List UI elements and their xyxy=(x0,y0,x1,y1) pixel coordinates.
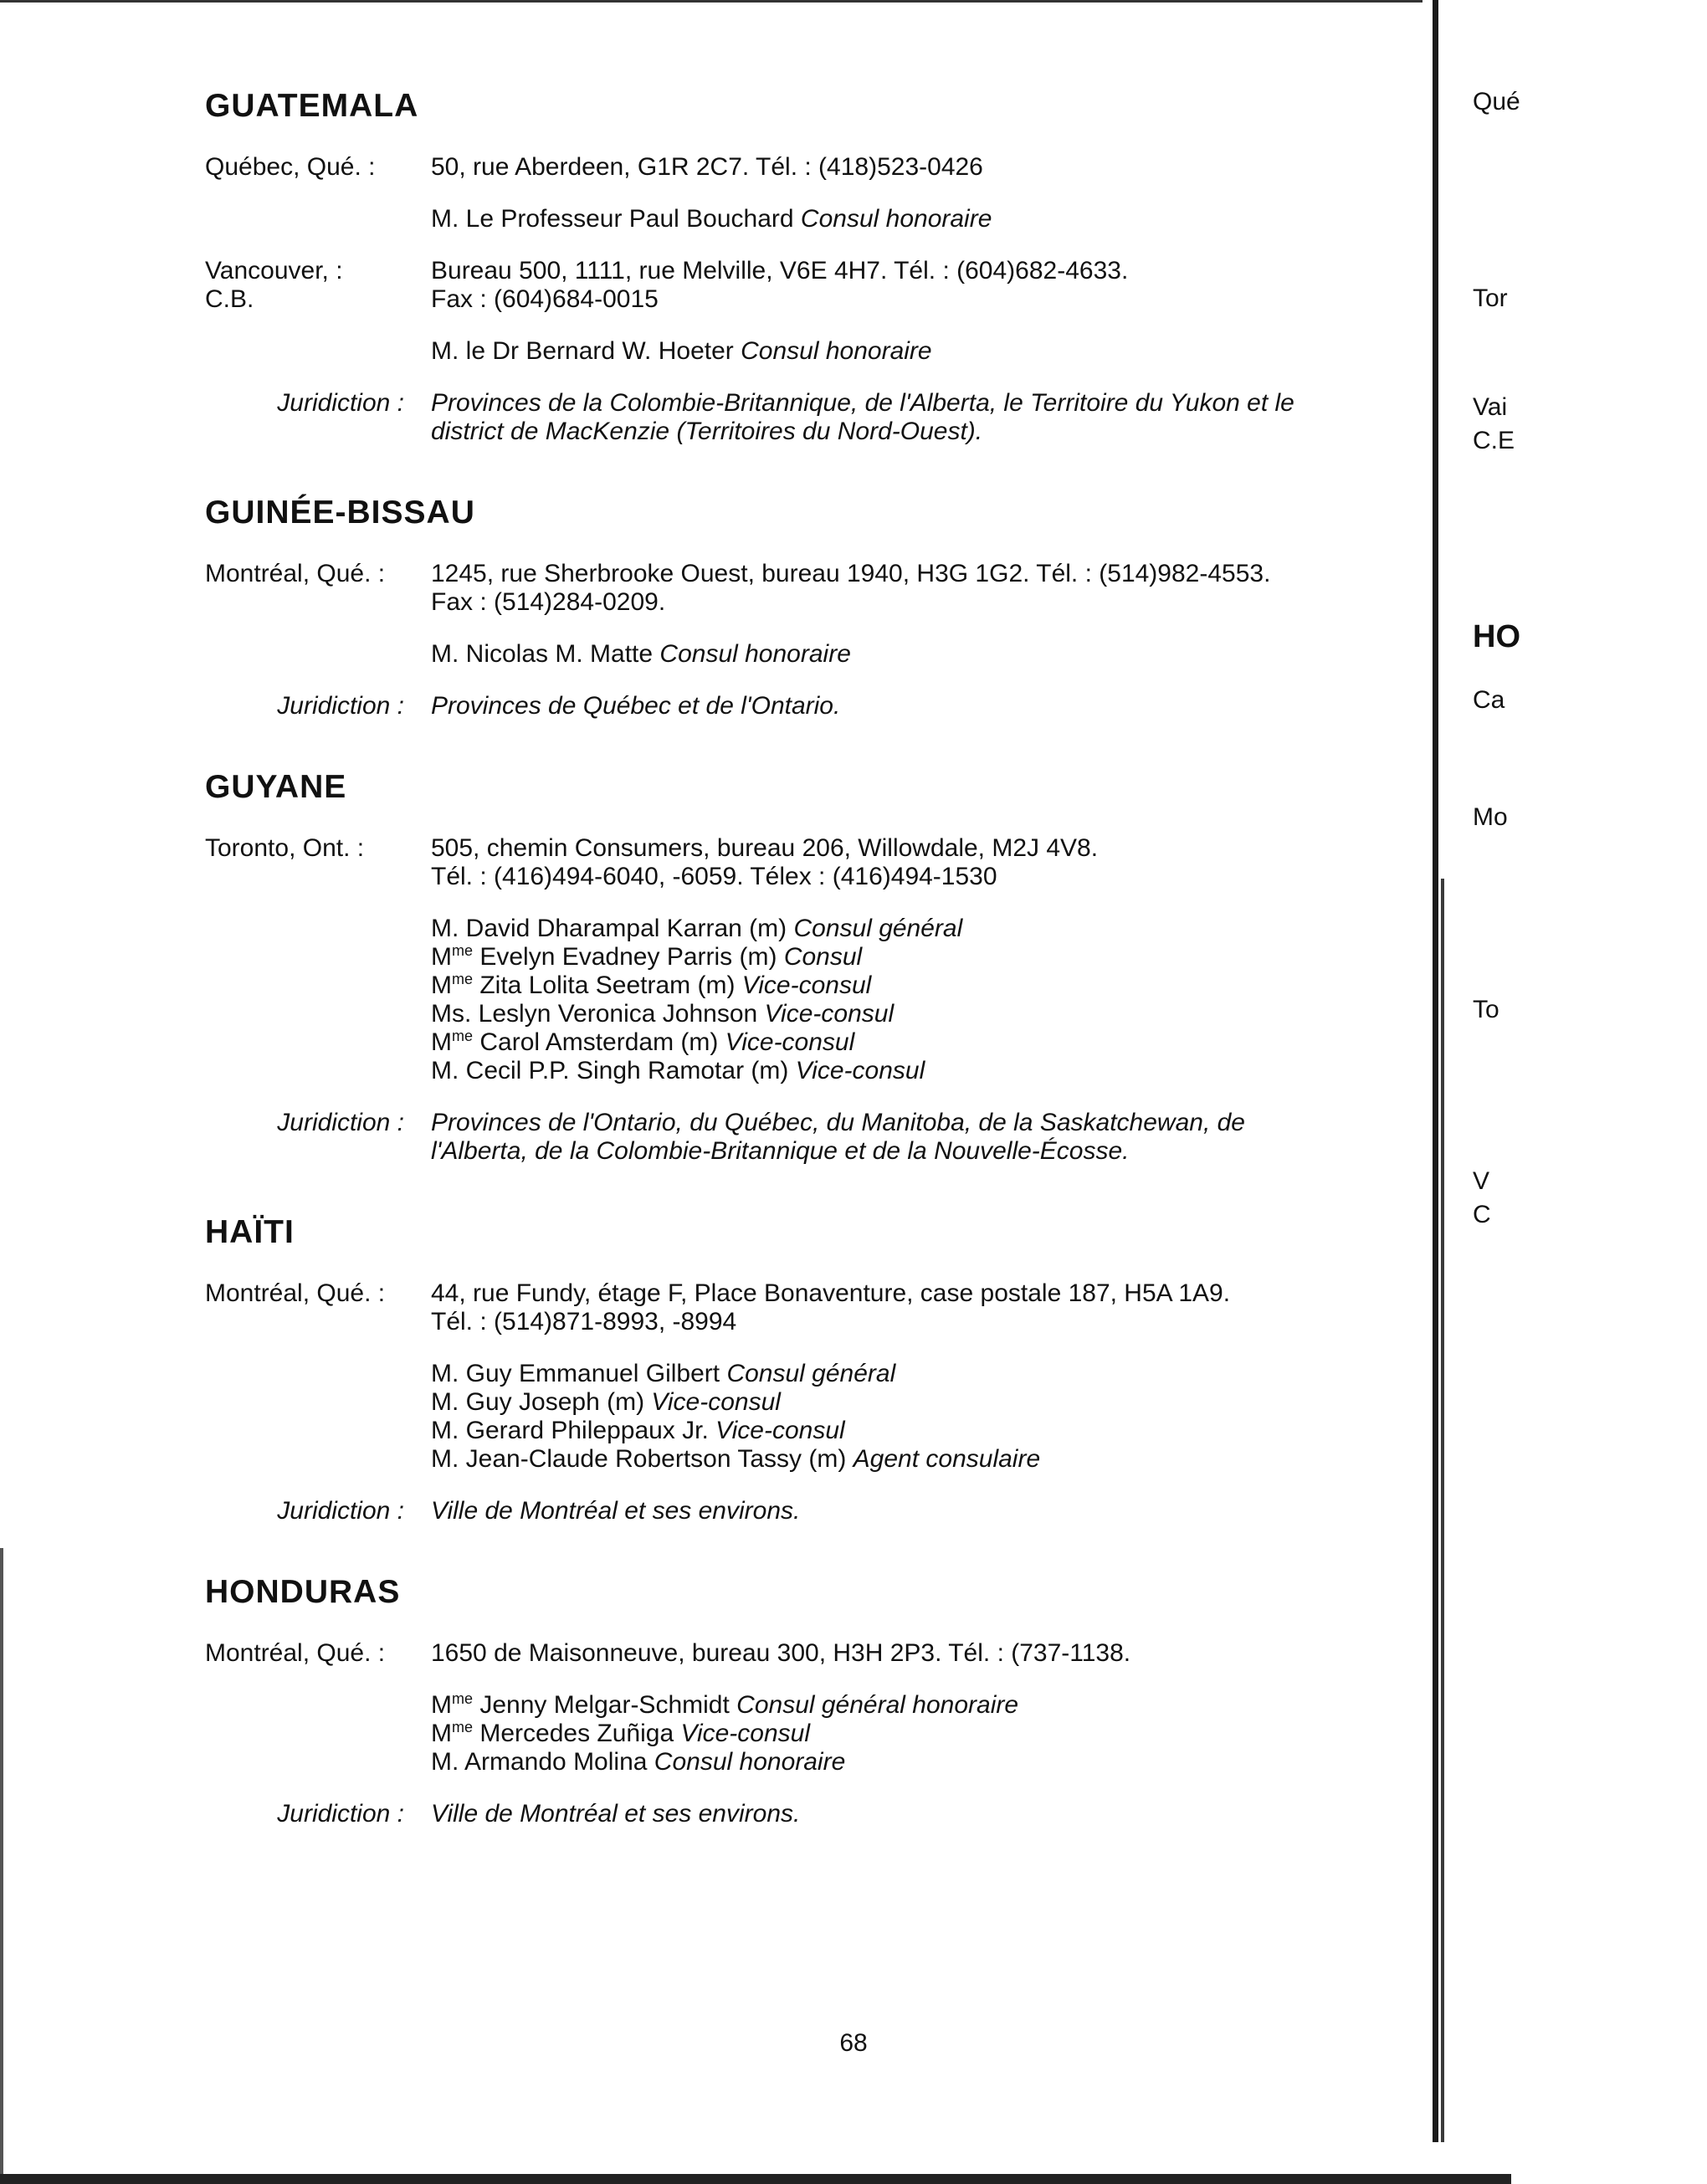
jurisdiction-row xyxy=(205,389,1427,446)
city-label xyxy=(205,205,431,233)
official-title: Consul honoraire xyxy=(659,640,851,668)
address-line: 1245, rue Sherbrooke Ouest, bureau 1940, H3G 1G2. Tél. : (514)982-4553. xyxy=(431,560,1271,587)
official-title: Consul général xyxy=(793,915,963,942)
jurisdiction-row xyxy=(205,1800,1427,1828)
jurisdiction-line: Provinces de l'Ontario, du Québec, du Manitoba, de la Saskatchewan, de xyxy=(431,1109,1245,1136)
official-name: Ms. Leslyn Veronica Johnson xyxy=(431,1000,758,1028)
address-line: 44, rue Fundy, étage F, Place Bonaventure, case postale 187, H5A 1A9. xyxy=(431,1279,1231,1307)
official-name-rest: Zita Lolita Seetram (m) xyxy=(473,972,736,999)
page-number: 68 xyxy=(839,2029,868,2057)
address-row xyxy=(205,257,1427,314)
official-entry xyxy=(431,1445,1427,1474)
official-title: Vice-consul xyxy=(680,1720,811,1747)
directory-column xyxy=(205,88,1427,1877)
official-entry xyxy=(431,972,1427,1000)
jurisdiction-label: Juridiction : xyxy=(277,389,404,417)
official-name: M. Cecil P.P. Singh Ramotar (m) xyxy=(431,1057,789,1084)
jurisdiction-label: Juridiction : xyxy=(277,1497,404,1525)
facing-page-text: C xyxy=(1473,1201,1491,1228)
official-title: Consul honoraire xyxy=(741,337,932,365)
facing-page-text: To xyxy=(1473,996,1499,1023)
jurisdiction-label: Juridiction : xyxy=(277,692,404,720)
facing-page-text: Tor xyxy=(1473,285,1508,312)
official-name: M. David Dharampal Karran (m) xyxy=(431,915,787,942)
official-name: M. Guy Joseph (m) xyxy=(431,1388,645,1416)
country-heading: GUATEMALA xyxy=(205,88,419,124)
official-name: M. Le Professeur Paul Bouchard xyxy=(431,205,794,233)
address-line: Tél. : (514)871-8993, -8994 xyxy=(431,1308,737,1336)
official-entry xyxy=(431,1057,1427,1085)
consul-list xyxy=(205,1360,1427,1474)
city-label xyxy=(205,337,431,366)
jurisdiction-text xyxy=(431,1109,1427,1166)
official-entry xyxy=(431,1748,1427,1776)
city-label xyxy=(205,640,431,669)
address-line: 1650 de Maisonneuve, bureau 300, H3H 2P3. Tél. : (737-1138. xyxy=(431,1639,1131,1667)
city-label: Toronto, Ont. : xyxy=(205,834,365,862)
jurisdiction-line: Ville de Montréal et ses environs. xyxy=(431,1800,801,1828)
city-label: Montréal, Qué. : xyxy=(205,560,386,587)
address-row xyxy=(205,1639,1427,1668)
country-heading: HAÏTI xyxy=(205,1214,295,1250)
city-label: Montréal, Qué. : xyxy=(205,1279,386,1307)
address-row xyxy=(205,153,1427,182)
official-entry xyxy=(431,1691,1427,1720)
scan-bottom-edge xyxy=(0,2174,1511,2184)
address-row xyxy=(205,834,1427,891)
facing-page-text: Vai xyxy=(1473,393,1508,421)
jurisdiction-line: Ville de Montréal et ses environs. xyxy=(431,1497,801,1525)
facing-page-text: HO xyxy=(1473,619,1520,654)
consul-list xyxy=(205,337,1427,366)
country-section xyxy=(205,1574,1427,1828)
country-section xyxy=(205,769,1427,1166)
official-title: Consul xyxy=(783,943,863,971)
jurisdiction-row xyxy=(205,692,1427,720)
country-section xyxy=(205,88,1427,446)
page-binding-edge xyxy=(1433,0,1438,2142)
official-name: M xyxy=(431,972,452,999)
address-row xyxy=(205,1279,1427,1336)
officials xyxy=(431,1360,1427,1474)
official-entry xyxy=(431,1000,1427,1028)
jurisdiction-line: l'Alberta, de la Colombie-Britannique et de la Nouvelle-Écosse. xyxy=(431,1137,1130,1165)
consul-list xyxy=(205,1691,1427,1776)
official-entry xyxy=(431,1417,1427,1445)
jurisdiction-line: Provinces de Québec et de l'Ontario. xyxy=(431,692,841,720)
official-title: Vice-consul xyxy=(651,1388,781,1416)
facing-page-text: Mo xyxy=(1473,803,1508,831)
city-label: Montréal, Qué. : xyxy=(205,1639,386,1667)
official-name: M xyxy=(431,943,452,971)
city-label xyxy=(205,915,431,1085)
officials xyxy=(431,205,1427,233)
officials xyxy=(431,640,1427,669)
address xyxy=(431,1639,1427,1668)
official-entry xyxy=(431,1360,1427,1388)
page-binding-edge-inner xyxy=(1441,879,1444,2142)
official-title: Vice-consul xyxy=(725,1028,855,1056)
country-heading: GUYANE xyxy=(205,769,347,805)
official-title: Consul général xyxy=(726,1360,896,1387)
city-label: Québec, Qué. : xyxy=(205,153,376,181)
facing-page-text: Ca xyxy=(1473,686,1505,714)
address xyxy=(431,1279,1427,1336)
address-line: Bureau 500, 1111, rue Melville, V6E 4H7. Tél. : (604)682-4633. xyxy=(431,257,1129,285)
honorific-superscript: me xyxy=(452,1690,474,1707)
official-title: Agent consulaire xyxy=(853,1445,1041,1473)
city-label xyxy=(205,1360,431,1474)
scan-left-edge xyxy=(0,1548,3,2184)
jurisdiction-text xyxy=(431,389,1427,446)
facing-page-text: Qué xyxy=(1473,88,1520,115)
officials xyxy=(431,915,1427,1085)
official-title: Vice-consul xyxy=(795,1057,925,1084)
official-name: M. Gerard Phileppaux Jr. xyxy=(431,1417,709,1444)
jurisdiction-label: Juridiction : xyxy=(277,1800,404,1828)
official-name-rest: Jenny Melgar-Schmidt xyxy=(473,1691,730,1719)
consul-list xyxy=(205,640,1427,669)
address-line: 50, rue Aberdeen, G1R 2C7. Tél. : (418)523-0426 xyxy=(431,153,983,181)
official-entry xyxy=(431,1388,1427,1417)
official-name: M xyxy=(431,1028,452,1056)
official-title: Consul honoraire xyxy=(654,1748,846,1776)
official-name: M. Nicolas M. Matte xyxy=(431,640,654,668)
official-name-rest: Carol Amsterdam (m) xyxy=(473,1028,719,1056)
address xyxy=(431,834,1427,891)
official-entry xyxy=(431,1028,1427,1057)
officials xyxy=(431,1691,1427,1776)
honorific-superscript: me xyxy=(452,1028,474,1044)
jurisdiction-label: Juridiction : xyxy=(277,1109,404,1136)
jurisdiction-row xyxy=(205,1497,1427,1525)
address-line: 505, chemin Consumers, bureau 206, Willowdale, M2J 4V8. xyxy=(431,834,1099,862)
jurisdiction-text xyxy=(431,1497,1427,1525)
official-name: M. Jean-Claude Robertson Tassy (m) xyxy=(431,1445,847,1473)
country-section xyxy=(205,1214,1427,1525)
official-name: M. le Dr Bernard W. Hoeter xyxy=(431,337,734,365)
city-label: Vancouver, : C.B. xyxy=(205,257,343,313)
official-entry xyxy=(431,943,1427,972)
official-name: M. Guy Emmanuel Gilbert xyxy=(431,1360,720,1387)
country-section xyxy=(205,495,1427,720)
official-name-rest: Mercedes Zuñiga xyxy=(473,1720,674,1747)
official-title: Vice-consul xyxy=(741,972,872,999)
official-name-rest: Evelyn Evadney Parris (m) xyxy=(473,943,777,971)
address-line: Fax : (604)684-0015 xyxy=(431,285,659,313)
jurisdiction-line: Provinces de la Colombie-Britannique, de l'Alberta, le Territoire du Yukon et le xyxy=(431,389,1294,417)
official-entry xyxy=(431,337,1427,366)
officials xyxy=(431,337,1427,366)
official-title: Vice-consul xyxy=(764,1000,895,1028)
official-title: Consul honoraire xyxy=(800,205,992,233)
official-name: M xyxy=(431,1720,452,1747)
official-title: Vice-consul xyxy=(715,1417,845,1444)
honorific-superscript: me xyxy=(452,971,474,987)
official-entry xyxy=(431,1720,1427,1748)
consul-list xyxy=(205,205,1427,233)
official-entry xyxy=(431,640,1427,669)
address-line: Fax : (514)284-0209. xyxy=(431,588,666,616)
consul-list xyxy=(205,915,1427,1085)
address xyxy=(431,257,1427,314)
official-name: M xyxy=(431,1691,452,1719)
jurisdiction-row xyxy=(205,1109,1427,1166)
official-entry xyxy=(431,915,1427,943)
city-label xyxy=(205,1691,431,1776)
honorific-superscript: me xyxy=(452,1719,474,1735)
country-heading: HONDURAS xyxy=(205,1574,401,1610)
address xyxy=(431,560,1427,617)
official-name: M. Armando Molina xyxy=(431,1748,648,1776)
country-heading: GUINÉE-BISSAU xyxy=(205,495,475,531)
facing-page-text: V xyxy=(1473,1167,1490,1195)
address-row xyxy=(205,560,1427,617)
jurisdiction-text xyxy=(431,1800,1427,1828)
jurisdiction-line: district de MacKenzie (Territoires du Nord-Ouest). xyxy=(431,418,983,445)
honorific-superscript: me xyxy=(452,942,474,959)
address xyxy=(431,153,1427,182)
jurisdiction-text xyxy=(431,692,1427,720)
scan-top-rule xyxy=(0,0,1422,3)
facing-page-text: C.E xyxy=(1473,427,1515,454)
address-line: Tél. : (416)494-6040, -6059. Télex : (416)494-1530 xyxy=(431,863,997,890)
official-entry xyxy=(431,205,1427,233)
official-title: Consul général honoraire xyxy=(736,1691,1019,1719)
